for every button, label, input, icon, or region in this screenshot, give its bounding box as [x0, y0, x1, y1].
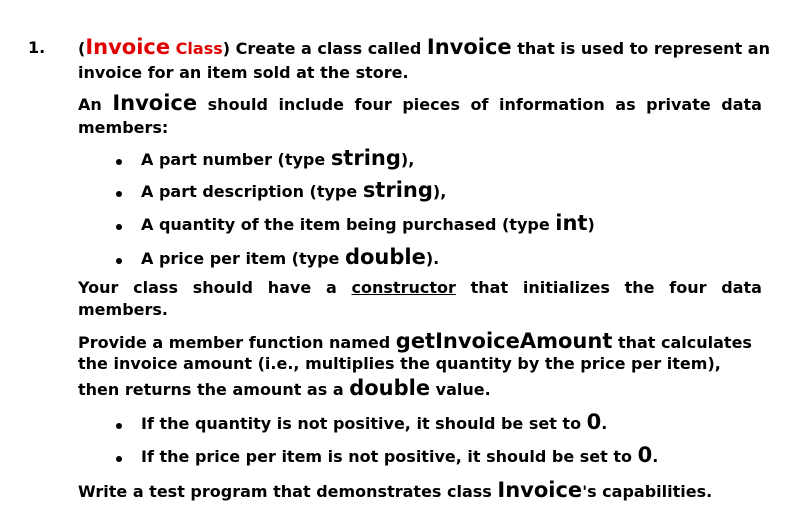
question-number: 1.: [28, 38, 46, 57]
bullet: [116, 456, 122, 462]
method-paragraph-line-2: the invoice amount (i.e., multiplies the quantity by the price per item),: [78, 354, 721, 373]
question-intro-line-2: invoice for an item sold at the store.: [78, 63, 409, 82]
member-item-part-number: A part number (type string),: [141, 146, 415, 170]
constructor-paragraph-line-1: Your class should have a constructor that initializes the four data: [78, 278, 762, 297]
rule-price: If the price per item is not positive, it should be set to 0.: [141, 443, 659, 467]
method-name: getInvoiceAmount: [395, 329, 613, 353]
invoice-keyword: Invoice: [497, 478, 583, 502]
member-item-price: A price per item (type double).: [141, 245, 440, 269]
constructor-term: constructor: [351, 278, 456, 297]
constructor-paragraph-line-2: members.: [78, 300, 168, 319]
double-keyword: double: [349, 376, 431, 400]
bullet: [116, 258, 122, 264]
members-paragraph-line-1: An Invoice should include four pieces of information as private data: [78, 91, 762, 115]
test-program-line: Write a test program that demonstrates class Invoice's capabilities.: [78, 478, 713, 502]
bullet: [116, 423, 122, 429]
question-title-invoice: Invoice: [85, 35, 171, 59]
rule-quantity: If the quantity is not positive, it should be set to 0.: [141, 410, 608, 434]
question-title-class: Class: [175, 39, 223, 58]
question-intro-line-1: (Invoice Class) Create a class called Invoice that is used to represent an: [78, 35, 770, 59]
bullet: [116, 191, 122, 197]
invoice-keyword: Invoice: [426, 35, 512, 59]
bullet: [116, 159, 122, 165]
invoice-keyword: Invoice: [112, 91, 198, 115]
member-item-quantity: A quantity of the item being purchased (type int): [141, 211, 595, 235]
bullet: [116, 224, 122, 230]
method-paragraph-line-1: Provide a member function named getInvoiceAmount that calculates: [78, 329, 752, 353]
members-paragraph-line-2: members:: [78, 118, 169, 137]
member-item-part-description: A part description (type string),: [141, 178, 447, 202]
method-paragraph-line-3: then returns the amount as a double value.: [78, 376, 491, 400]
